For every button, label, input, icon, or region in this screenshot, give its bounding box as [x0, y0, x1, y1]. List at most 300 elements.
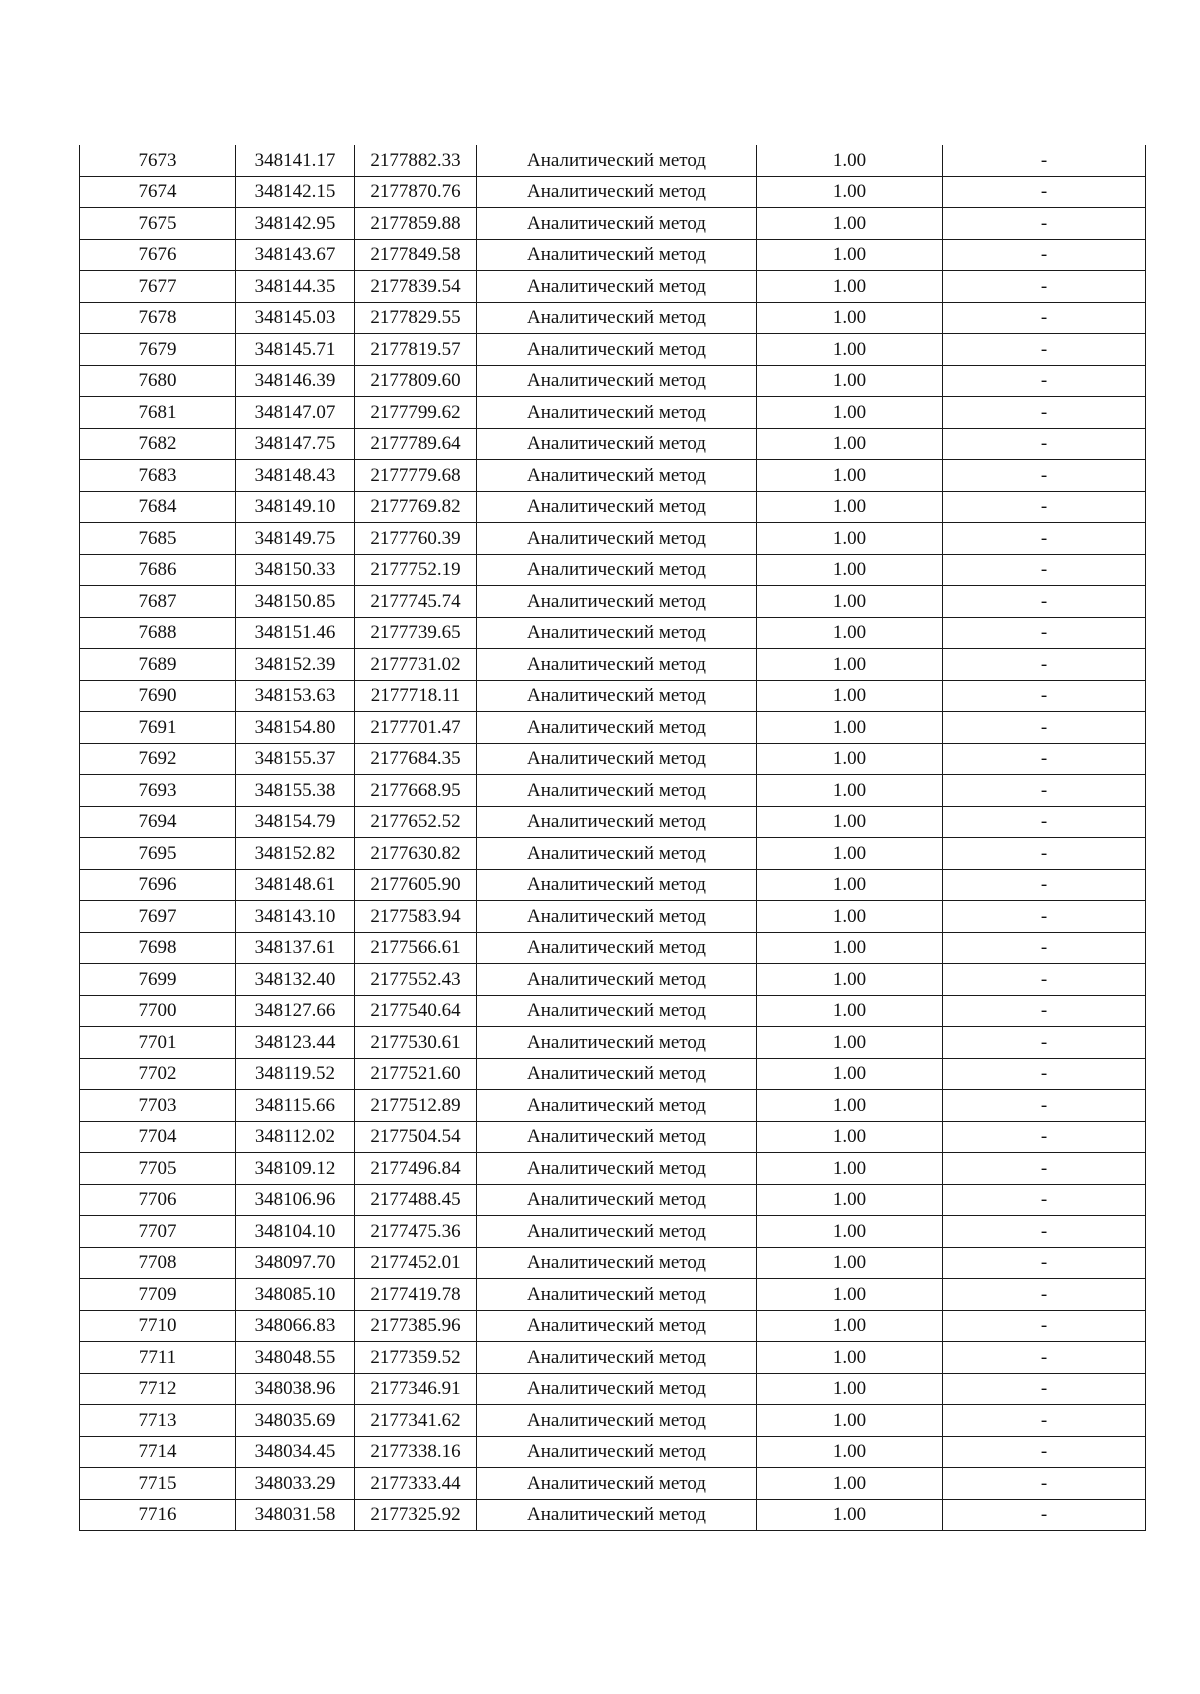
- point-number-cell: 7688: [80, 617, 236, 649]
- note-cell: -: [943, 1027, 1146, 1059]
- y-coordinate-cell: 2177819.57: [355, 334, 477, 366]
- x-coordinate-cell: 348142.95: [236, 208, 355, 240]
- x-coordinate-cell: 348146.39: [236, 365, 355, 397]
- x-coordinate-cell: 348097.70: [236, 1247, 355, 1279]
- point-number-cell: 7684: [80, 491, 236, 523]
- accuracy-cell: 1.00: [757, 208, 943, 240]
- note-cell: -: [943, 1342, 1146, 1374]
- note-cell: -: [943, 1436, 1146, 1468]
- note-cell: -: [943, 397, 1146, 429]
- point-number-cell: 7689: [80, 649, 236, 681]
- table-row: [80, 1027, 1146, 1059]
- point-number-cell: 7715: [80, 1468, 236, 1500]
- y-coordinate-cell: 2177419.78: [355, 1279, 477, 1311]
- note-cell: -: [943, 1121, 1146, 1153]
- note-cell: -: [943, 1310, 1146, 1342]
- point-number-cell: 7703: [80, 1090, 236, 1122]
- accuracy-cell: 1.00: [757, 1058, 943, 1090]
- y-coordinate-cell: 2177779.68: [355, 460, 477, 492]
- point-number-cell: 7708: [80, 1247, 236, 1279]
- x-coordinate-cell: 348119.52: [236, 1058, 355, 1090]
- point-number-cell: 7683: [80, 460, 236, 492]
- y-coordinate-cell: 2177799.62: [355, 397, 477, 429]
- table-row: [80, 554, 1146, 586]
- method-cell: Аналитический метод: [477, 460, 757, 492]
- accuracy-cell: 1.00: [757, 239, 943, 271]
- table-row: [80, 1216, 1146, 1248]
- method-cell: Аналитический метод: [477, 1058, 757, 1090]
- method-cell: Аналитический метод: [477, 617, 757, 649]
- table-row: [80, 586, 1146, 618]
- table-row: [80, 1058, 1146, 1090]
- table-row: [80, 491, 1146, 523]
- point-number-cell: 7681: [80, 397, 236, 429]
- point-number-cell: 7707: [80, 1216, 236, 1248]
- accuracy-cell: 1.00: [757, 428, 943, 460]
- table-row: [80, 208, 1146, 240]
- note-cell: -: [943, 428, 1146, 460]
- x-coordinate-cell: 348066.83: [236, 1310, 355, 1342]
- note-cell: -: [943, 271, 1146, 303]
- table-row: [80, 932, 1146, 964]
- note-cell: -: [943, 145, 1146, 176]
- accuracy-cell: 1.00: [757, 838, 943, 870]
- method-cell: Аналитический метод: [477, 680, 757, 712]
- x-coordinate-cell: 348034.45: [236, 1436, 355, 1468]
- y-coordinate-cell: 2177882.33: [355, 145, 477, 176]
- point-number-cell: 7682: [80, 428, 236, 460]
- note-cell: -: [943, 1216, 1146, 1248]
- method-cell: Аналитический метод: [477, 775, 757, 807]
- point-number-cell: 7709: [80, 1279, 236, 1311]
- method-cell: Аналитический метод: [477, 176, 757, 208]
- accuracy-cell: 1.00: [757, 1436, 943, 1468]
- note-cell: -: [943, 712, 1146, 744]
- table-row: [80, 428, 1146, 460]
- x-coordinate-cell: 348123.44: [236, 1027, 355, 1059]
- table-row: [80, 1184, 1146, 1216]
- table-row: [80, 460, 1146, 492]
- note-cell: -: [943, 208, 1146, 240]
- note-cell: -: [943, 302, 1146, 334]
- y-coordinate-cell: 2177496.84: [355, 1153, 477, 1185]
- table-row: [80, 806, 1146, 838]
- note-cell: -: [943, 491, 1146, 523]
- method-cell: Аналитический метод: [477, 397, 757, 429]
- x-coordinate-cell: 348038.96: [236, 1373, 355, 1405]
- x-coordinate-cell: 348155.37: [236, 743, 355, 775]
- table-row: [80, 1279, 1146, 1311]
- y-coordinate-cell: 2177475.36: [355, 1216, 477, 1248]
- x-coordinate-cell: 348085.10: [236, 1279, 355, 1311]
- method-cell: Аналитический метод: [477, 271, 757, 303]
- table-row: [80, 397, 1146, 429]
- y-coordinate-cell: 2177521.60: [355, 1058, 477, 1090]
- method-cell: Аналитический метод: [477, 428, 757, 460]
- point-number-cell: 7673: [80, 145, 236, 176]
- method-cell: Аналитический метод: [477, 712, 757, 744]
- method-cell: Аналитический метод: [477, 1279, 757, 1311]
- point-number-cell: 7700: [80, 995, 236, 1027]
- table-row: [80, 523, 1146, 555]
- point-number-cell: 7702: [80, 1058, 236, 1090]
- note-cell: -: [943, 365, 1146, 397]
- x-coordinate-cell: 348035.69: [236, 1405, 355, 1437]
- accuracy-cell: 1.00: [757, 775, 943, 807]
- accuracy-cell: 1.00: [757, 1247, 943, 1279]
- accuracy-cell: 1.00: [757, 334, 943, 366]
- table-row: [80, 1468, 1146, 1500]
- note-cell: -: [943, 964, 1146, 996]
- point-number-cell: 7691: [80, 712, 236, 744]
- method-cell: Аналитический метод: [477, 1342, 757, 1374]
- note-cell: -: [943, 649, 1146, 681]
- note-cell: -: [943, 932, 1146, 964]
- x-coordinate-cell: 348147.07: [236, 397, 355, 429]
- point-number-cell: 7675: [80, 208, 236, 240]
- point-number-cell: 7710: [80, 1310, 236, 1342]
- accuracy-cell: 1.00: [757, 1279, 943, 1311]
- method-cell: Аналитический метод: [477, 491, 757, 523]
- accuracy-cell: 1.00: [757, 554, 943, 586]
- table-row: [80, 239, 1146, 271]
- accuracy-cell: 1.00: [757, 1090, 943, 1122]
- method-cell: Аналитический метод: [477, 995, 757, 1027]
- method-cell: Аналитический метод: [477, 1247, 757, 1279]
- accuracy-cell: 1.00: [757, 460, 943, 492]
- point-number-cell: 7711: [80, 1342, 236, 1374]
- table-row: [80, 1247, 1146, 1279]
- x-coordinate-cell: 348153.63: [236, 680, 355, 712]
- accuracy-cell: 1.00: [757, 1342, 943, 1374]
- x-coordinate-cell: 348142.15: [236, 176, 355, 208]
- x-coordinate-cell: 348154.79: [236, 806, 355, 838]
- method-cell: Аналитический метод: [477, 365, 757, 397]
- table-row: [80, 775, 1146, 807]
- method-cell: Аналитический метод: [477, 1184, 757, 1216]
- y-coordinate-cell: 2177488.45: [355, 1184, 477, 1216]
- table-row: [80, 901, 1146, 933]
- point-number-cell: 7705: [80, 1153, 236, 1185]
- point-number-cell: 7692: [80, 743, 236, 775]
- note-cell: -: [943, 806, 1146, 838]
- point-number-cell: 7695: [80, 838, 236, 870]
- point-number-cell: 7685: [80, 523, 236, 555]
- method-cell: Аналитический метод: [477, 523, 757, 555]
- point-number-cell: 7696: [80, 869, 236, 901]
- note-cell: -: [943, 239, 1146, 271]
- table-row: [80, 302, 1146, 334]
- y-coordinate-cell: 2177718.11: [355, 680, 477, 712]
- x-coordinate-cell: 348109.12: [236, 1153, 355, 1185]
- point-number-cell: 7698: [80, 932, 236, 964]
- x-coordinate-cell: 348147.75: [236, 428, 355, 460]
- table-row: [80, 680, 1146, 712]
- y-coordinate-cell: 2177745.74: [355, 586, 477, 618]
- method-cell: Аналитический метод: [477, 208, 757, 240]
- table-row: [80, 1436, 1146, 1468]
- y-coordinate-cell: 2177385.96: [355, 1310, 477, 1342]
- note-cell: -: [943, 901, 1146, 933]
- note-cell: -: [943, 1184, 1146, 1216]
- y-coordinate-cell: 2177859.88: [355, 208, 477, 240]
- note-cell: -: [943, 334, 1146, 366]
- table-row: [80, 1499, 1146, 1531]
- point-number-cell: 7690: [80, 680, 236, 712]
- note-cell: -: [943, 617, 1146, 649]
- accuracy-cell: 1.00: [757, 712, 943, 744]
- accuracy-cell: 1.00: [757, 680, 943, 712]
- method-cell: Аналитический метод: [477, 1499, 757, 1531]
- accuracy-cell: 1.00: [757, 271, 943, 303]
- y-coordinate-cell: 2177769.82: [355, 491, 477, 523]
- x-coordinate-cell: 348151.46: [236, 617, 355, 649]
- accuracy-cell: 1.00: [757, 649, 943, 681]
- y-coordinate-cell: 2177605.90: [355, 869, 477, 901]
- accuracy-cell: 1.00: [757, 617, 943, 649]
- table-row: [80, 1121, 1146, 1153]
- method-cell: Аналитический метод: [477, 743, 757, 775]
- x-coordinate-cell: 348137.61: [236, 932, 355, 964]
- table-row: [80, 1342, 1146, 1374]
- y-coordinate-cell: 2177338.16: [355, 1436, 477, 1468]
- accuracy-cell: 1.00: [757, 743, 943, 775]
- point-number-cell: 7677: [80, 271, 236, 303]
- x-coordinate-cell: 348145.03: [236, 302, 355, 334]
- point-number-cell: 7676: [80, 239, 236, 271]
- x-coordinate-cell: 348144.35: [236, 271, 355, 303]
- method-cell: Аналитический метод: [477, 869, 757, 901]
- y-coordinate-cell: 2177849.58: [355, 239, 477, 271]
- method-cell: Аналитический метод: [477, 145, 757, 176]
- point-number-cell: 7699: [80, 964, 236, 996]
- x-coordinate-cell: 348148.61: [236, 869, 355, 901]
- x-coordinate-cell: 348141.17: [236, 145, 355, 176]
- note-cell: -: [943, 869, 1146, 901]
- accuracy-cell: 1.00: [757, 1499, 943, 1531]
- table-row: [80, 995, 1146, 1027]
- y-coordinate-cell: 2177870.76: [355, 176, 477, 208]
- accuracy-cell: 1.00: [757, 1216, 943, 1248]
- point-number-cell: 7704: [80, 1121, 236, 1153]
- point-number-cell: 7687: [80, 586, 236, 618]
- accuracy-cell: 1.00: [757, 302, 943, 334]
- accuracy-cell: 1.00: [757, 964, 943, 996]
- method-cell: Аналитический метод: [477, 1216, 757, 1248]
- y-coordinate-cell: 2177731.02: [355, 649, 477, 681]
- accuracy-cell: 1.00: [757, 901, 943, 933]
- method-cell: Аналитический метод: [477, 1027, 757, 1059]
- accuracy-cell: 1.00: [757, 365, 943, 397]
- method-cell: Аналитический метод: [477, 334, 757, 366]
- y-coordinate-cell: 2177829.55: [355, 302, 477, 334]
- table-row: [80, 145, 1146, 176]
- x-coordinate-cell: 348132.40: [236, 964, 355, 996]
- note-cell: -: [943, 1468, 1146, 1500]
- x-coordinate-cell: 348145.71: [236, 334, 355, 366]
- method-cell: Аналитический метод: [477, 239, 757, 271]
- table-row: [80, 617, 1146, 649]
- y-coordinate-cell: 2177684.35: [355, 743, 477, 775]
- note-cell: -: [943, 1373, 1146, 1405]
- point-number-cell: 7693: [80, 775, 236, 807]
- point-number-cell: 7712: [80, 1373, 236, 1405]
- table-row: [80, 743, 1146, 775]
- note-cell: -: [943, 995, 1146, 1027]
- y-coordinate-cell: 2177359.52: [355, 1342, 477, 1374]
- method-cell: Аналитический метод: [477, 1468, 757, 1500]
- point-number-cell: 7674: [80, 176, 236, 208]
- point-number-cell: 7706: [80, 1184, 236, 1216]
- y-coordinate-cell: 2177739.65: [355, 617, 477, 649]
- note-cell: -: [943, 586, 1146, 618]
- x-coordinate-cell: 348127.66: [236, 995, 355, 1027]
- point-number-cell: 7697: [80, 901, 236, 933]
- x-coordinate-cell: 348048.55: [236, 1342, 355, 1374]
- note-cell: -: [943, 743, 1146, 775]
- x-coordinate-cell: 348106.96: [236, 1184, 355, 1216]
- y-coordinate-cell: 2177552.43: [355, 964, 477, 996]
- y-coordinate-cell: 2177652.52: [355, 806, 477, 838]
- y-coordinate-cell: 2177789.64: [355, 428, 477, 460]
- coordinates-table-body: [80, 145, 1146, 1531]
- x-coordinate-cell: 348150.85: [236, 586, 355, 618]
- table-row: [80, 964, 1146, 996]
- method-cell: Аналитический метод: [477, 964, 757, 996]
- note-cell: -: [943, 1090, 1146, 1122]
- accuracy-cell: 1.00: [757, 491, 943, 523]
- accuracy-cell: 1.00: [757, 145, 943, 176]
- point-number-cell: 7686: [80, 554, 236, 586]
- x-coordinate-cell: 348112.02: [236, 1121, 355, 1153]
- note-cell: -: [943, 554, 1146, 586]
- y-coordinate-cell: 2177630.82: [355, 838, 477, 870]
- table-row: [80, 365, 1146, 397]
- method-cell: Аналитический метод: [477, 1310, 757, 1342]
- note-cell: -: [943, 775, 1146, 807]
- point-number-cell: 7714: [80, 1436, 236, 1468]
- y-coordinate-cell: 2177346.91: [355, 1373, 477, 1405]
- table-row: [80, 838, 1146, 870]
- accuracy-cell: 1.00: [757, 869, 943, 901]
- table-row: [80, 649, 1146, 681]
- accuracy-cell: 1.00: [757, 1027, 943, 1059]
- x-coordinate-cell: 348152.39: [236, 649, 355, 681]
- x-coordinate-cell: 348033.29: [236, 1468, 355, 1500]
- accuracy-cell: 1.00: [757, 1405, 943, 1437]
- method-cell: Аналитический метод: [477, 1405, 757, 1437]
- note-cell: -: [943, 1405, 1146, 1437]
- note-cell: -: [943, 1247, 1146, 1279]
- point-number-cell: 7679: [80, 334, 236, 366]
- y-coordinate-cell: 2177760.39: [355, 523, 477, 555]
- note-cell: -: [943, 523, 1146, 555]
- x-coordinate-cell: 348155.38: [236, 775, 355, 807]
- table-row: [80, 1373, 1146, 1405]
- note-cell: -: [943, 176, 1146, 208]
- method-cell: Аналитический метод: [477, 838, 757, 870]
- accuracy-cell: 1.00: [757, 1153, 943, 1185]
- point-number-cell: 7694: [80, 806, 236, 838]
- x-coordinate-cell: 348149.75: [236, 523, 355, 555]
- point-number-cell: 7701: [80, 1027, 236, 1059]
- y-coordinate-cell: 2177540.64: [355, 995, 477, 1027]
- y-coordinate-cell: 2177341.62: [355, 1405, 477, 1437]
- point-number-cell: 7716: [80, 1499, 236, 1531]
- method-cell: Аналитический метод: [477, 1153, 757, 1185]
- method-cell: Аналитический метод: [477, 302, 757, 334]
- note-cell: -: [943, 1499, 1146, 1531]
- method-cell: Аналитический метод: [477, 932, 757, 964]
- accuracy-cell: 1.00: [757, 586, 943, 618]
- table-row: [80, 1405, 1146, 1437]
- note-cell: -: [943, 460, 1146, 492]
- accuracy-cell: 1.00: [757, 176, 943, 208]
- method-cell: Аналитический метод: [477, 806, 757, 838]
- x-coordinate-cell: 348148.43: [236, 460, 355, 492]
- x-coordinate-cell: 348115.66: [236, 1090, 355, 1122]
- method-cell: Аналитический метод: [477, 1436, 757, 1468]
- note-cell: -: [943, 1279, 1146, 1311]
- note-cell: -: [943, 1058, 1146, 1090]
- accuracy-cell: 1.00: [757, 1468, 943, 1500]
- note-cell: -: [943, 1153, 1146, 1185]
- method-cell: Аналитический метод: [477, 586, 757, 618]
- point-number-cell: 7713: [80, 1405, 236, 1437]
- y-coordinate-cell: 2177839.54: [355, 271, 477, 303]
- y-coordinate-cell: 2177583.94: [355, 901, 477, 933]
- accuracy-cell: 1.00: [757, 806, 943, 838]
- accuracy-cell: 1.00: [757, 523, 943, 555]
- x-coordinate-cell: 348149.10: [236, 491, 355, 523]
- x-coordinate-cell: 348154.80: [236, 712, 355, 744]
- note-cell: -: [943, 680, 1146, 712]
- accuracy-cell: 1.00: [757, 995, 943, 1027]
- point-number-cell: 7680: [80, 365, 236, 397]
- table-row: [80, 1153, 1146, 1185]
- table-row: [80, 1090, 1146, 1122]
- table-row: [80, 271, 1146, 303]
- y-coordinate-cell: 2177325.92: [355, 1499, 477, 1531]
- method-cell: Аналитический метод: [477, 1373, 757, 1405]
- accuracy-cell: 1.00: [757, 1310, 943, 1342]
- y-coordinate-cell: 2177333.44: [355, 1468, 477, 1500]
- y-coordinate-cell: 2177566.61: [355, 932, 477, 964]
- y-coordinate-cell: 2177668.95: [355, 775, 477, 807]
- accuracy-cell: 1.00: [757, 932, 943, 964]
- method-cell: Аналитический метод: [477, 649, 757, 681]
- accuracy-cell: 1.00: [757, 1373, 943, 1405]
- table-row: [80, 176, 1146, 208]
- x-coordinate-cell: 348150.33: [236, 554, 355, 586]
- y-coordinate-cell: 2177701.47: [355, 712, 477, 744]
- method-cell: Аналитический метод: [477, 901, 757, 933]
- method-cell: Аналитический метод: [477, 1090, 757, 1122]
- x-coordinate-cell: 348152.82: [236, 838, 355, 870]
- note-cell: -: [943, 838, 1146, 870]
- method-cell: Аналитический метод: [477, 554, 757, 586]
- table-row: [80, 334, 1146, 366]
- y-coordinate-cell: 2177512.89: [355, 1090, 477, 1122]
- method-cell: Аналитический метод: [477, 1121, 757, 1153]
- accuracy-cell: 1.00: [757, 397, 943, 429]
- y-coordinate-cell: 2177504.54: [355, 1121, 477, 1153]
- accuracy-cell: 1.00: [757, 1121, 943, 1153]
- x-coordinate-cell: 348143.10: [236, 901, 355, 933]
- point-number-cell: 7678: [80, 302, 236, 334]
- table-row: [80, 1310, 1146, 1342]
- coordinates-table: [79, 145, 1146, 1531]
